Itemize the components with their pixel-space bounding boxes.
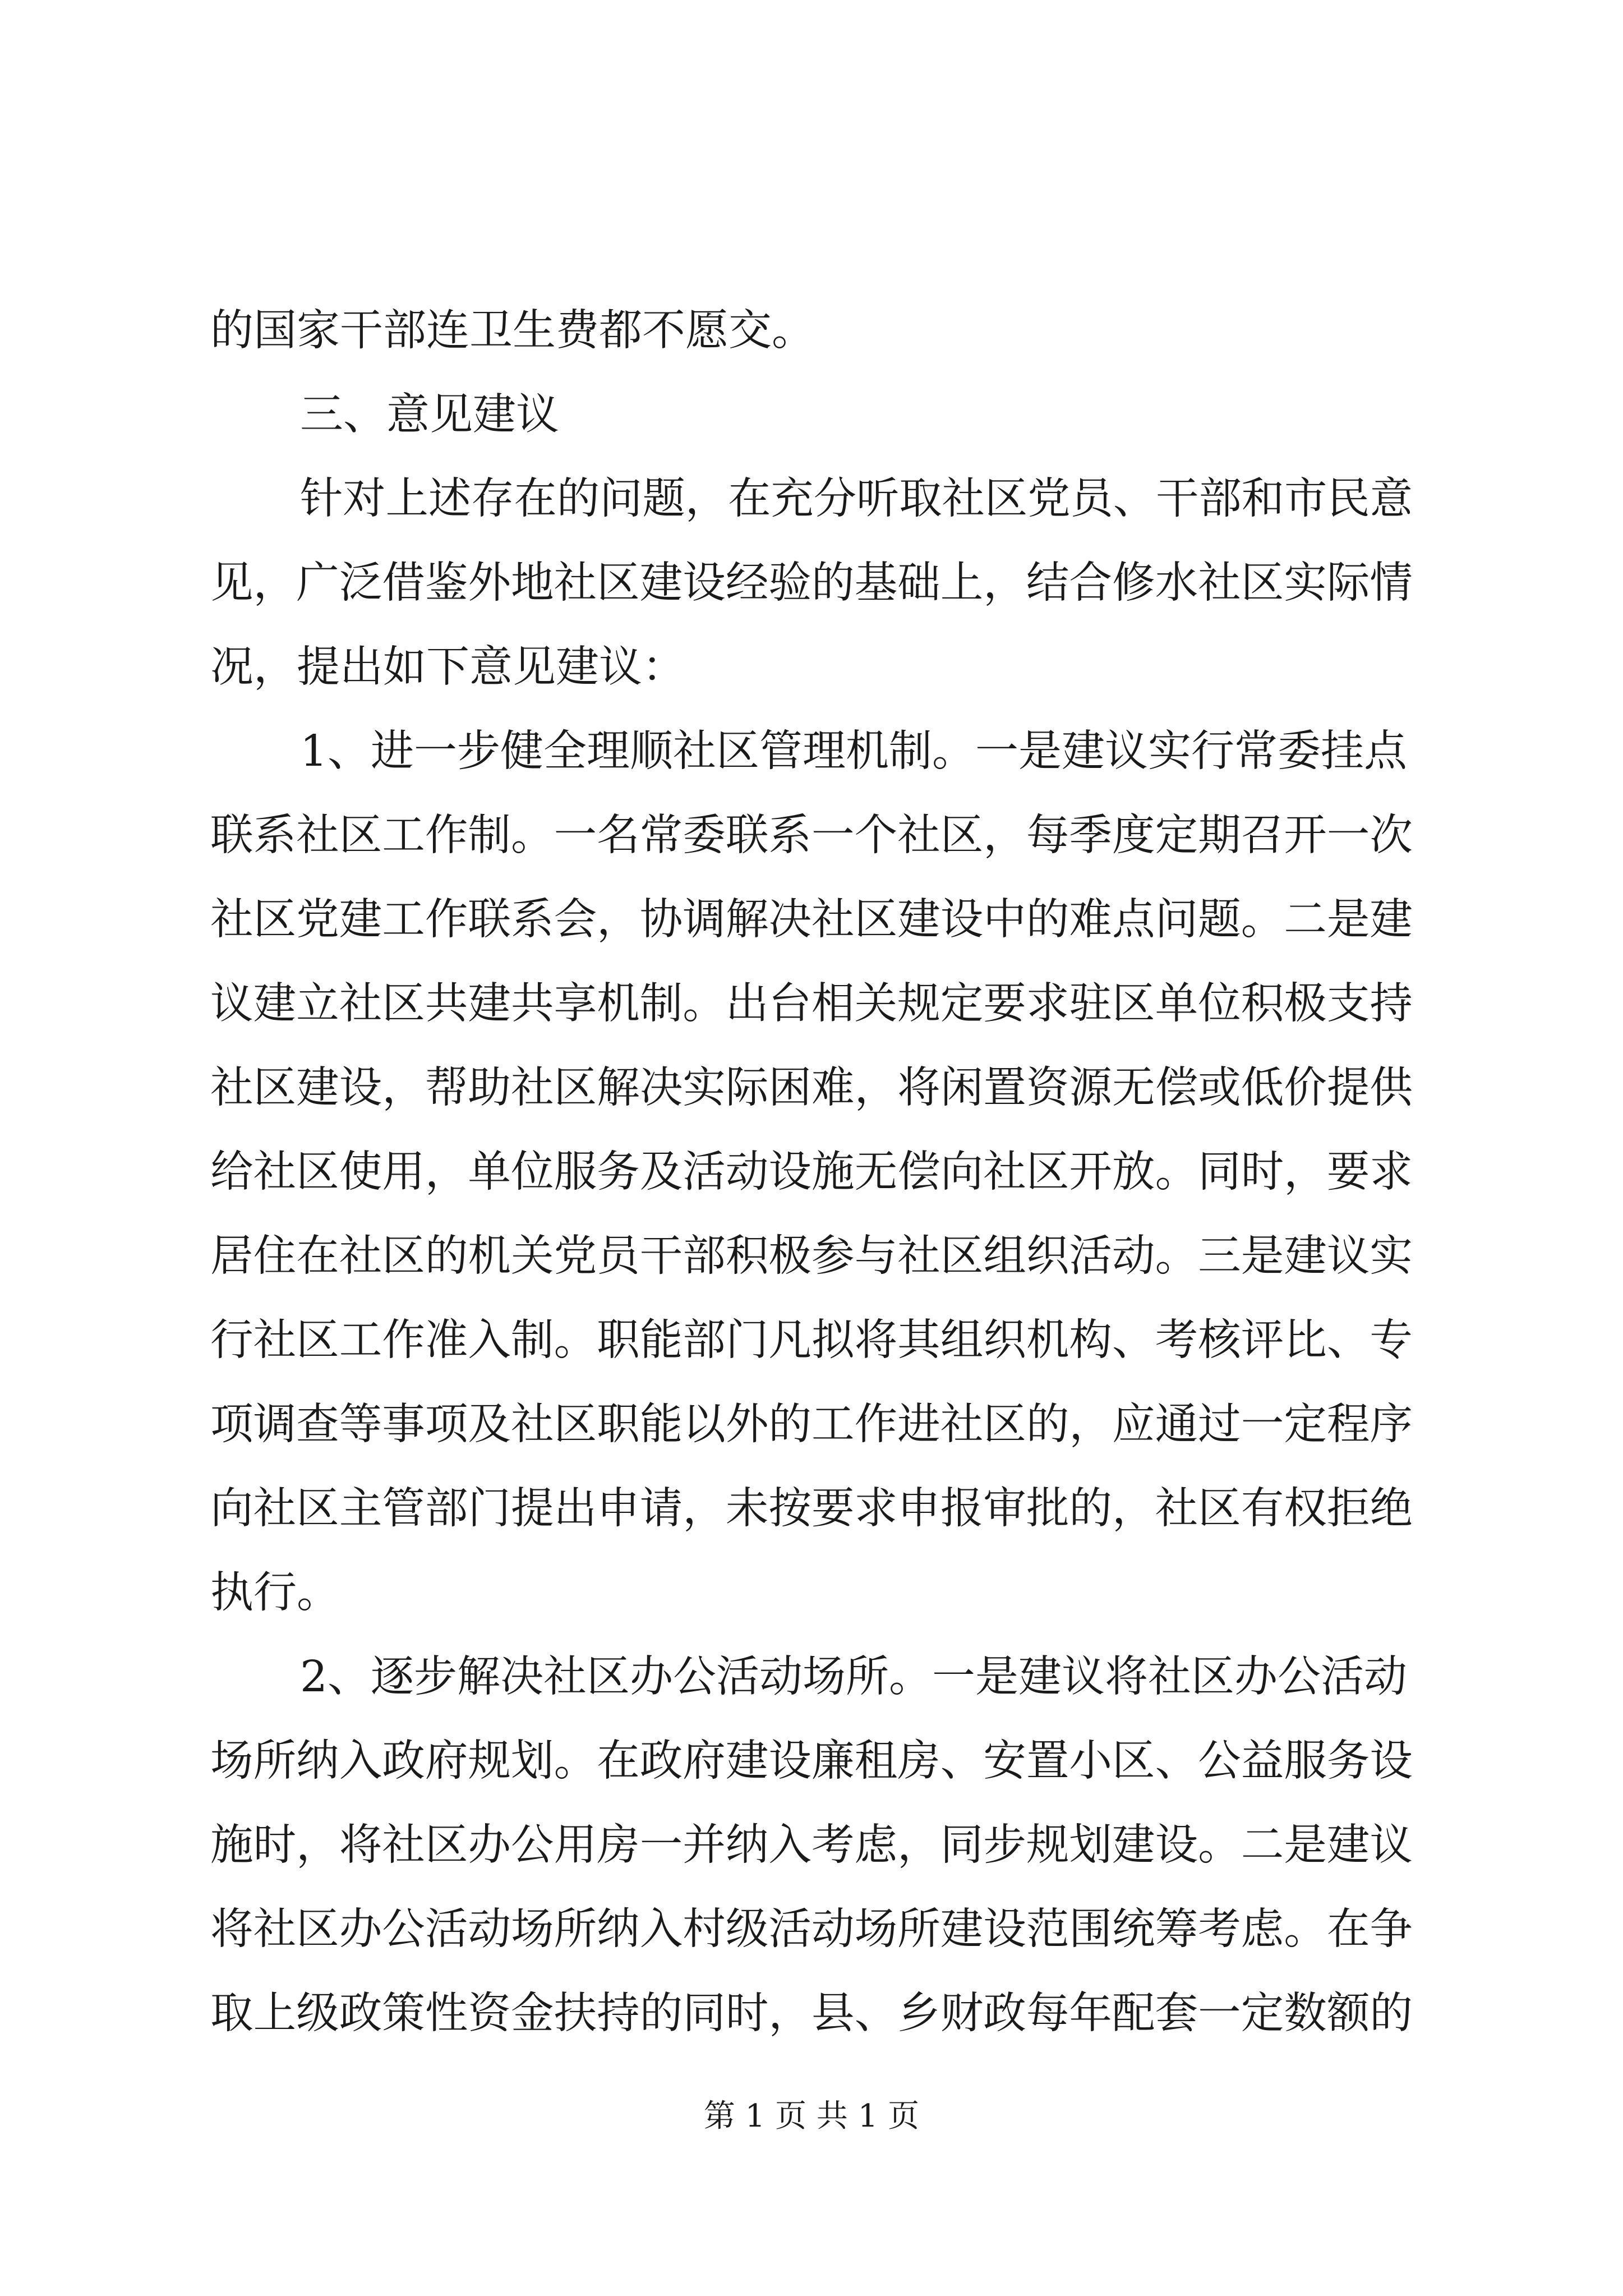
text-line: 场所纳入政府规划。在政府建设廉租房、安置小区、公益服务设 xyxy=(210,1736,1413,1786)
text-line: 行社区工作准入制。职能部门凡拟将其组织机构、考核评比、专 xyxy=(210,1315,1413,1365)
text-line: 况，提出如下意见建议： xyxy=(210,642,685,692)
text-line: 将社区办公活动场所纳入村级活动场所建设范围统筹考虑。在争 xyxy=(210,1904,1413,1954)
text-line: 针对上述存在的问题，在充分听取社区党员、干部和市民意 xyxy=(300,474,1413,524)
text-line: 的国家干部连卫生费都不愿交。 xyxy=(210,306,815,356)
text-line: 施时，将社区办公用房一并纳入考虑，同步规划建设。二是建议 xyxy=(210,1820,1413,1870)
text-line: 1、进一步健全理顺社区管理机制。一是建议实行常委挂点 xyxy=(300,726,1407,776)
text-line: 社区建设，帮助社区解决实际困难，将闲置资源无偿或低价提供 xyxy=(210,1063,1413,1113)
text-line: 取上级政策性资金扶持的同时，县、乡财政每年配套一定数额的 xyxy=(210,1989,1413,2039)
text-line: 向社区主管部门提出申请，未按要求申报审批的，社区有权拒绝 xyxy=(210,1484,1413,1534)
text-line: 2、逐步解决社区办公活动场所。一是建议将社区办公活动 xyxy=(300,1652,1407,1702)
text-line: 见，广泛借鉴外地社区建设经验的基础上，结合修水社区实际情 xyxy=(210,558,1413,608)
text-line: 议建立社区共建共享机制。出台相关规定要求驻区单位积极支持 xyxy=(210,979,1413,1029)
text-line: 居住在社区的机关党员干部积极参与社区组织活动。三是建议实 xyxy=(210,1231,1413,1281)
text-line: 联系社区工作制。一名常委联系一个社区，每季度定期召开一次 xyxy=(210,811,1413,861)
page-number-footer: 第 1 页 共 1 页 xyxy=(703,2098,920,2134)
text-line: 项调查等事项及社区职能以外的工作进社区的，应通过一定程序 xyxy=(210,1400,1413,1450)
text-line: 社区党建工作联系会，协调解决社区建设中的难点问题。二是建 xyxy=(210,895,1413,945)
section-heading: 三、意见建议 xyxy=(300,390,559,440)
text-line: 给社区使用，单位服务及活动设施无偿向社区开放。同时，要求 xyxy=(210,1147,1413,1197)
text-line: 执行。 xyxy=(210,1568,340,1618)
